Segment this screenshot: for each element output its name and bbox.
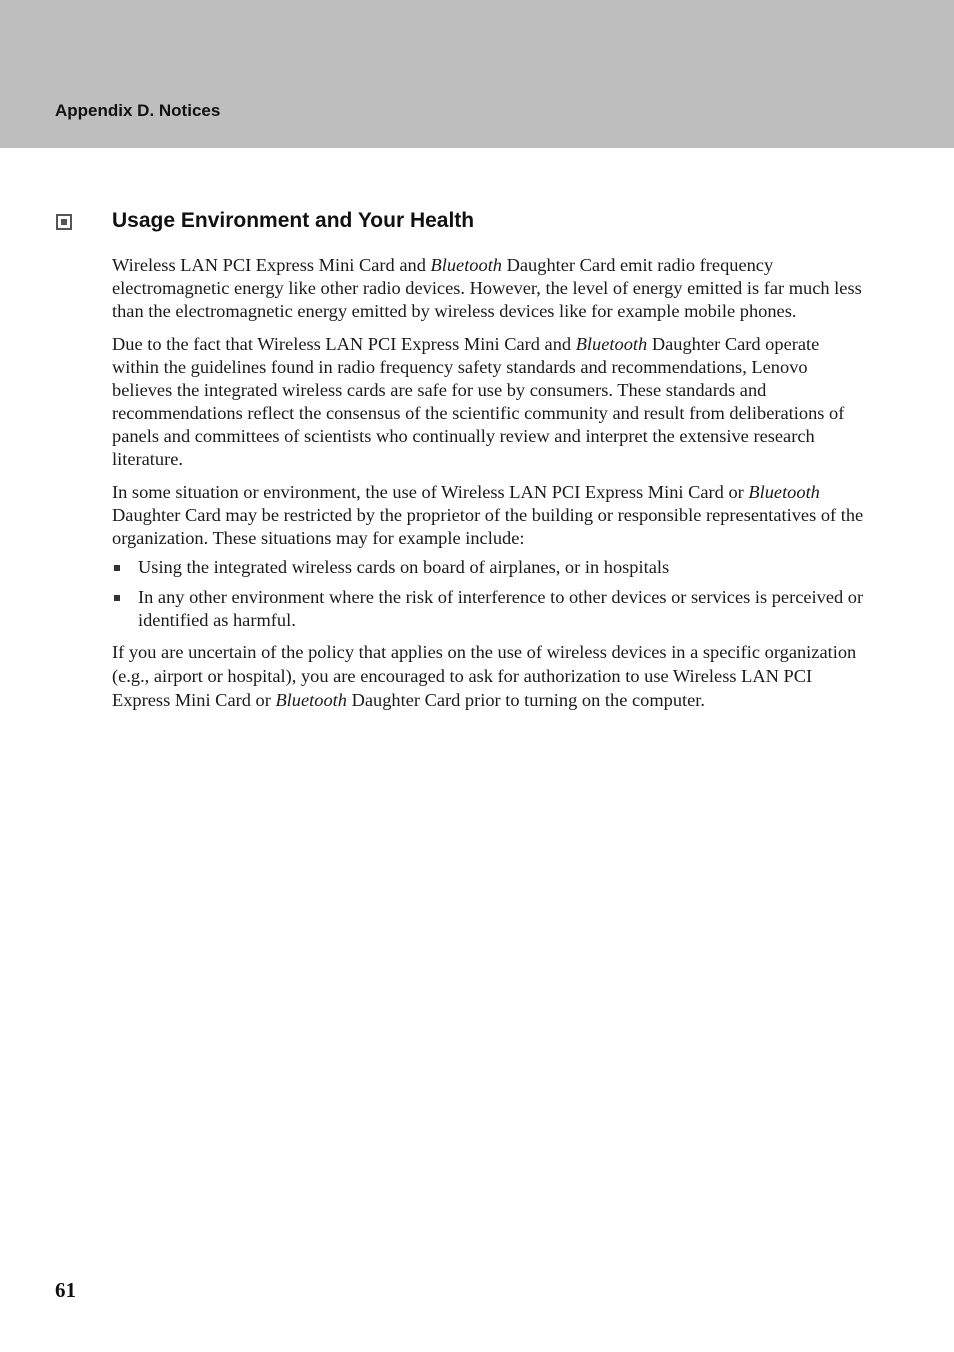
page-number: 61: [55, 1278, 76, 1302]
paragraph-3: In some situation or environment, the use of Wireless LAN PCI Express Mini Card or Bluetooth Daughter Card may be restricted by the proprietor of the building or responsible representatives of the organization. These situations may for example include:: [112, 482, 864, 548]
list-item: Using the integrated wireless cards on board of airplanes, or in hospitals: [112, 556, 866, 579]
header-band: [0, 0, 954, 148]
bluetooth-italic: Bluetooth: [575, 334, 648, 354]
bluetooth-italic: Bluetooth: [748, 482, 820, 502]
section-body: [112, 254, 866, 722]
bullet-icon: [114, 595, 120, 601]
bullet-icon: [114, 565, 120, 571]
section-heading: Usage Environment and Your Health: [112, 209, 475, 232]
paragraph-4: If you are uncertain of the policy that applies on the use of wireless devices in a specific organization (e.g., airport or hospital), you are encouraged to ask for authorization to use Wireless LAN PCI Express Mini Card or Bluetooth Daughter Card prior to turning on the computer.: [112, 642, 857, 710]
header-title: Appendix D. Notices: [55, 101, 221, 120]
list-item: In any other environment where the risk of interference to other devices or services is perceived or identified as harmful.: [112, 586, 866, 632]
bluetooth-italic: Bluetooth: [275, 690, 347, 710]
bluetooth-italic: Bluetooth: [430, 255, 503, 275]
paragraph-1: Wireless LAN PCI Express Mini Card and Bluetooth Daughter Card emit radio frequency electromagnetic energy like other radio devices. However, the level of energy emitted is far much less than the electromagnetic energy emitted by wireless devices like for example mobile phones.: [112, 255, 862, 321]
bullet-list: [112, 556, 866, 632]
square-marker-icon: [56, 214, 72, 230]
paragraph-2: Due to the fact that Wireless LAN PCI Express Mini Card and Bluetooth Daughter Card operate within the guidelines found in radio frequency safety standards and recommendations, Lenovo believes the integrated wireless cards are safe for use by consumers. These standards and recommendations reflect the consensus of the scientific community and result from deliberations of panels and committees of scientists who continually review and interpret the extensive research literature.: [112, 334, 845, 469]
